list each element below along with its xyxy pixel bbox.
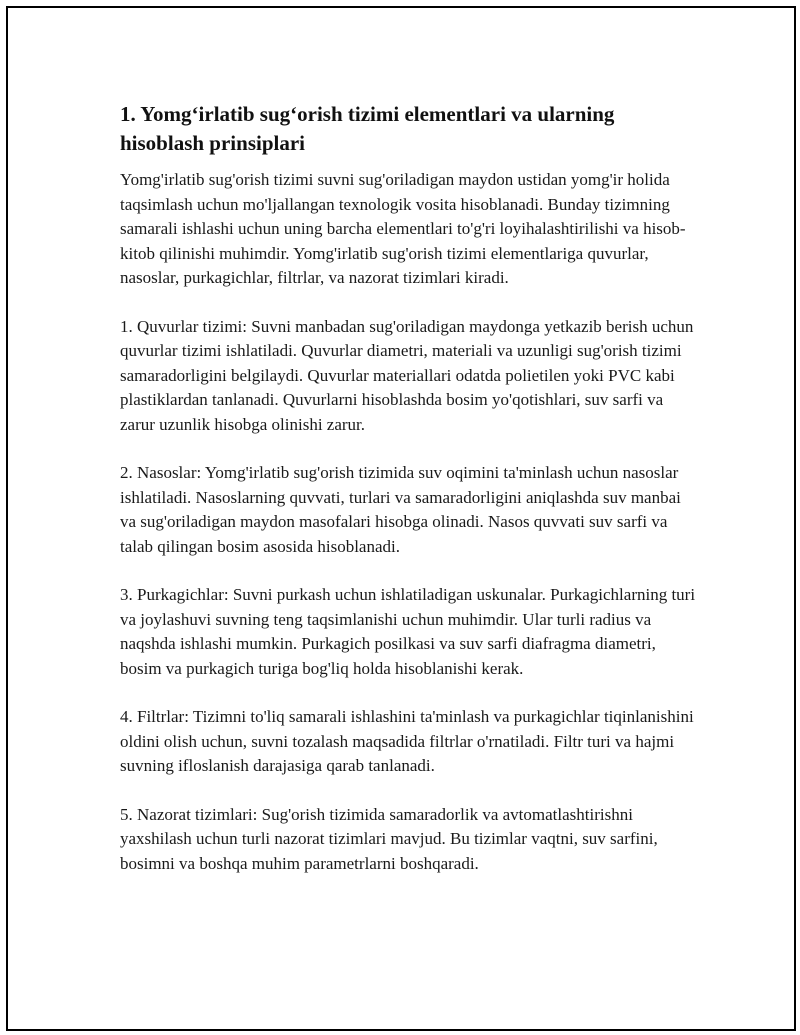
document-content	[120, 100, 700, 900]
paragraph-sprinklers: 3. Purkagichlar: Suvni purkash uchun ishlatiladigan uskunalar. Purkagichlarning turi va joylashuvi suvning teng taqsimlanishi uchun muhimdir. Ular turli radius va naqshda ishlashi mumkin. Purkagich posilkasi va suv sarfi diafragma diametri, bosim va purkagich turiga bog'liq holda hisoblanishi kerak.	[120, 585, 696, 678]
document-title: 1. Yomg‘irlatib sug‘orish tizimi elementlari va ularning hisoblash prinsiplari	[120, 102, 615, 155]
paragraph-control-systems: 5. Nazorat tizimlari: Sug'orish tizimida samaradorlik va avtomatlashtirishni yaxshilash uchun turli nazorat tizimlari mavjud. Bu tizimlar vaqtni, suv sarfini, bosimni va boshqa muhim parametrlarni boshqaradi.	[120, 804, 658, 873]
paragraph-pipes: 1. Quvurlar tizimi: Suvni manbadan sug'oriladigan maydonga yetkazib berish uchun quvurlar tizimi ishlatiladi. Quvurlar diametri, materiali va uzunligi sug'orish tizimi samaradorligini belgilaydi. Quvurlar materiallari odatda polietilen yoki PVC kabi plastiklardan tanlanadi. Quvurlarni hisoblashda bosim yo'qotishlari, suv sarfi va zarur uzunlik hisobga olinishi zarur.	[120, 316, 694, 434]
intro-paragraph: Yomg'irlatib sug'orish tizimi suvni sug'oriladigan maydon ustidan yomg'ir holida taqsimlash uchun mo'ljallangan texnologik vosita hisoblanadi. Bunday tizimning samarali ishlashi uchun uning barcha elementlari to'g'ri loyihalashtirilishi va hisob-kitob qilinishi muhimdir. Yomg'irlatib sug'orish tizimi elementlariga quvurlar, nasoslar, purkagichlar, filtrlar, va nazorat tizimlari kiradi.	[120, 170, 686, 287]
paragraph-pumps: 2. Nasoslar: Yomg'irlatib sug'orish tizimida suv oqimini ta'minlash uchun nasoslar ishlatiladi. Nasoslarning quvvati, turlari va samaradorligini aniqlashda suv manbai va sug'oriladigan maydon masofalari hisobga olinadi. Nasos quvvati suv sarfi va talab qilingan bosim asosida hisoblanadi.	[120, 463, 681, 556]
document-page	[6, 6, 796, 1031]
paragraph-filters: 4. Filtrlar: Tizimni to'liq samarali ishlashini ta'minlash va purkagichlar tiqinlanishini oldini olish uchun, suvni tozalash maqsadida filtrlar o'rnatiladi. Filtr turi va hajmi suvning ifloslanish darajasiga qarab tanlanadi.	[120, 707, 694, 775]
